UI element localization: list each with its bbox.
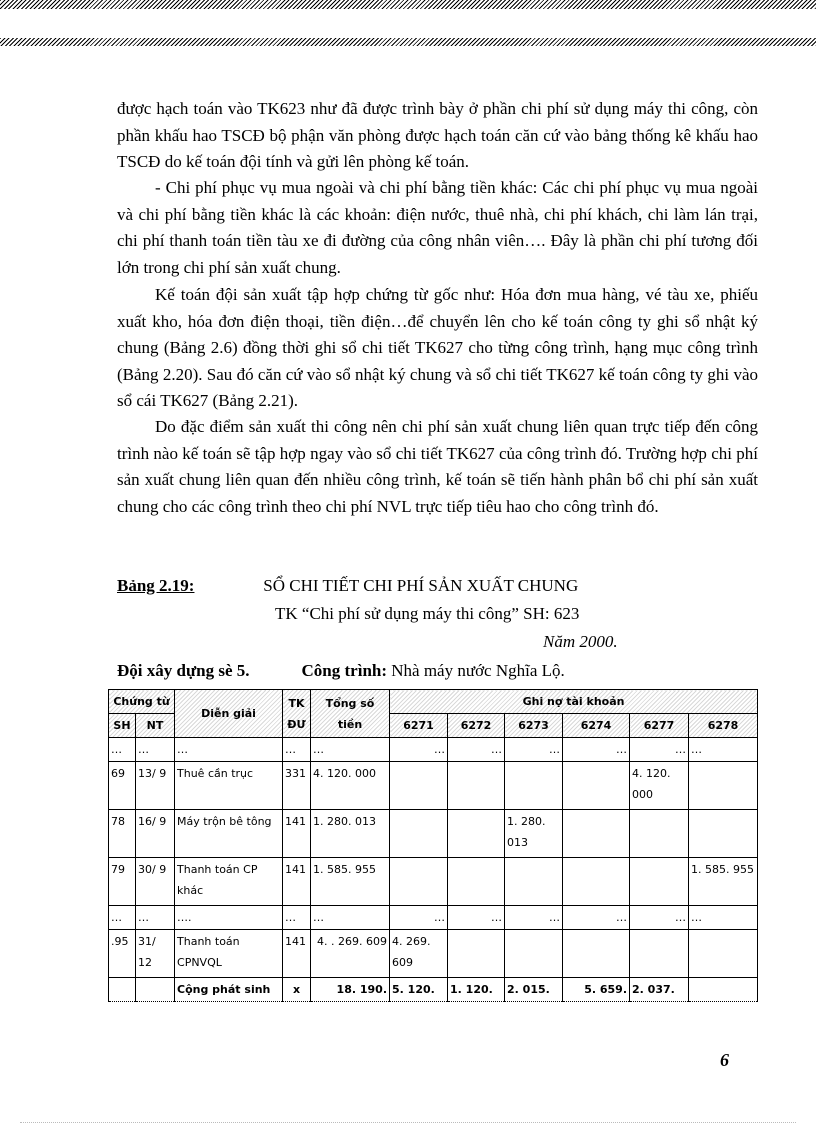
cell-desc: Máy trộn bê tông (175, 810, 283, 858)
cell-total: 18. 190. (311, 978, 390, 1002)
top-hatch-band (0, 0, 816, 9)
cell-sh: … (109, 906, 136, 930)
header-account-6277: 6277 (630, 714, 689, 738)
cell-6274 (563, 810, 630, 858)
table-row (109, 762, 758, 810)
cell-total: … (311, 738, 390, 762)
cell-tk: x (283, 978, 311, 1002)
cell-sh: 79 (109, 858, 136, 906)
table-year: Năm 2000. (543, 632, 618, 651)
cell-6274 (563, 762, 630, 810)
cell-desc: Thuê cần trục (175, 762, 283, 810)
cell-total: 4. . 269. 609 (311, 930, 390, 978)
page-number: 6 (720, 1050, 729, 1070)
cell-nt: 13/ 9 (136, 762, 175, 810)
header-nt: NT (136, 714, 175, 738)
cell-6278 (689, 762, 758, 810)
cell-6273 (505, 930, 563, 978)
cell-6271 (390, 810, 448, 858)
cell-total: … (311, 906, 390, 930)
cell-6272 (448, 810, 505, 858)
cell-sh: .95 (109, 930, 136, 978)
ledger-table (108, 689, 758, 1002)
table-label: Bảng 2.19: (117, 576, 195, 595)
header-debit-accounts: Ghi nợ tài khoản (390, 690, 758, 714)
cell-6273: 2. 015. (505, 978, 563, 1002)
cell-nt: … (136, 738, 175, 762)
unit-label: Đội xây dựng sè 5. (117, 661, 250, 680)
cell-6271: 4. 269. 609 (390, 930, 448, 978)
header-description: Diễn giải (175, 690, 283, 738)
project-label: Công trình: (301, 661, 388, 680)
cell-6274 (563, 858, 630, 906)
header-account-6273: 6273 (505, 714, 563, 738)
header-sh: SH (109, 714, 136, 738)
cell-6277 (630, 810, 689, 858)
cell-tk: 141 (283, 810, 311, 858)
cell-6278: … (689, 738, 758, 762)
project-name: Nhà máy nước Nghĩa Lộ. (391, 661, 565, 680)
header-voucher: Chứng từ (109, 690, 175, 714)
paragraph-4: Do đặc điểm sản xuất thi công nên chi phí sản xuất chung liên quan trực tiếp đến công trình nào kế toán sẽ tập hợp ngay vào sổ chi tiết TK627 của công trình đó. Trường hợp chi phí sản xuất chung liên quan đến nhiều công trình, kế toán sẽ tiến hành phân bổ chi phí sản xuất chung cho các công trình theo chi phí NVL trực tiếp tiêu hao cho công trình đó. (117, 417, 758, 516)
cell-nt (136, 978, 175, 1002)
cell-6272: … (448, 906, 505, 930)
table-title-row (117, 576, 578, 596)
cell-6274: … (563, 906, 630, 930)
cell-6272: … (448, 738, 505, 762)
cell-nt: 16/ 9 (136, 810, 175, 858)
cell-6274 (563, 930, 630, 978)
cell-6271 (390, 858, 448, 906)
cell-sh (109, 978, 136, 1002)
cell-6277: 2. 037. (630, 978, 689, 1002)
cell-6273: 1. 280. 013 (505, 810, 563, 858)
table-row (109, 810, 758, 858)
cell-6278 (689, 810, 758, 858)
cell-6277: 4. 120. 000 (630, 762, 689, 810)
cell-tk: … (283, 738, 311, 762)
cell-tk: 141 (283, 930, 311, 978)
paragraph-1: được hạch toán vào TK623 như đã được trình bày ở phần chi phí sử dụng máy thi công, còn phần khấu hao TSCĐ bộ phận văn phòng được hạch toán căn cứ vào bảng thống kê khấu hao TSCĐ do kế toán đội tính và gửi lên phòng kế toán. (117, 99, 758, 171)
cell-desc: Cộng phát sinh (175, 978, 283, 1002)
cell-6274: … (563, 738, 630, 762)
paragraph-3: Kế toán đội sản xuất tập hợp chứng từ gốc như: Hóa đơn mua hàng, vé tàu xe, phiếu xuất kho, hóa đơn điện thoại, tiền điện…để chuyển lên cho kế toán công ty ghi sổ nhật ký chung (Bảng 2.6) đồng thời ghi sổ chi tiết TK627 cho từng công trình, hạng mục công trình (Bảng 2.20). Sau đó căn cứ vào sổ nhật ký chung và sổ chi tiết TK627 kế toán công ty ghi vào sổ cái TK627 (Bảng 2.21). (117, 285, 758, 410)
cell-sh: 69 (109, 762, 136, 810)
cell-total: 4. 120. 000 (311, 762, 390, 810)
cell-6271: 5. 120. (390, 978, 448, 1002)
table-row (109, 906, 758, 930)
cell-6271: … (390, 738, 448, 762)
header-account-6272: 6272 (448, 714, 505, 738)
table-row (109, 858, 758, 906)
cell-6272: 1. 120. (448, 978, 505, 1002)
cell-nt: 31/ 12 (136, 930, 175, 978)
cell-6278: 1. 585. 955 (689, 858, 758, 906)
table-title: SỔ CHI TIẾT CHI PHÍ SẢN XUẤT CHUNG (263, 576, 579, 595)
header-account-6271: 6271 (390, 714, 448, 738)
header-hatch-band (0, 38, 816, 46)
cell-6273 (505, 858, 563, 906)
cell-desc: … (175, 738, 283, 762)
cell-tk: … (283, 906, 311, 930)
header-account-6274: 6274 (563, 714, 630, 738)
cell-total: 1. 280. 013 (311, 810, 390, 858)
cell-6278 (689, 978, 758, 1002)
table-row (109, 738, 758, 762)
cell-6278: … (689, 906, 758, 930)
cell-sh: … (109, 738, 136, 762)
cell-6272 (448, 762, 505, 810)
cell-6277 (630, 858, 689, 906)
table-subtitle: TK “Chi phí sử dụng máy thi công” SH: 623 (275, 604, 580, 623)
header-total: Tổng số tiền (311, 690, 390, 738)
cell-6277: … (630, 906, 689, 930)
cell-6277 (630, 930, 689, 978)
paragraph-2: - Chi phí phục vụ mua ngoài và chi phí bằng tiền khác: Các chi phí phục vụ mua ngoài và chi phí bằng tiền khác là các khoản: điện nước, thuê nhà, chi phí khách, chi làm lán trại, chi phí thanh toán tiền tàu xe đi đường của công nhân viên…. Đây là phần chi phí tương đối lớn trong chi phí sản xuất chung. (117, 178, 758, 277)
cell-6277: … (630, 738, 689, 762)
cell-tk: 141 (283, 858, 311, 906)
cell-6272 (448, 858, 505, 906)
table-row (109, 930, 758, 978)
cell-desc: …. (175, 906, 283, 930)
cell-desc: Thanh toán CP khác (175, 858, 283, 906)
header-tk-du: TK ĐƯ (283, 690, 311, 738)
cell-desc: Thanh toán CPNVQL (175, 930, 283, 978)
cell-total: 1. 585. 955 (311, 858, 390, 906)
header-account-6278: 6278 (689, 714, 758, 738)
cell-6271: … (390, 906, 448, 930)
cell-6278 (689, 930, 758, 978)
cell-6273 (505, 762, 563, 810)
cell-6271 (390, 762, 448, 810)
cell-6274: 5. 659. (563, 978, 630, 1002)
unit-project-row (117, 661, 565, 681)
cell-6272 (448, 930, 505, 978)
cell-6273: … (505, 906, 563, 930)
cell-nt: … (136, 906, 175, 930)
cell-sh: 78 (109, 810, 136, 858)
cell-nt: 30/ 9 (136, 858, 175, 906)
cell-tk: 331 (283, 762, 311, 810)
table-total-row (109, 978, 758, 1002)
cell-6273: … (505, 738, 563, 762)
